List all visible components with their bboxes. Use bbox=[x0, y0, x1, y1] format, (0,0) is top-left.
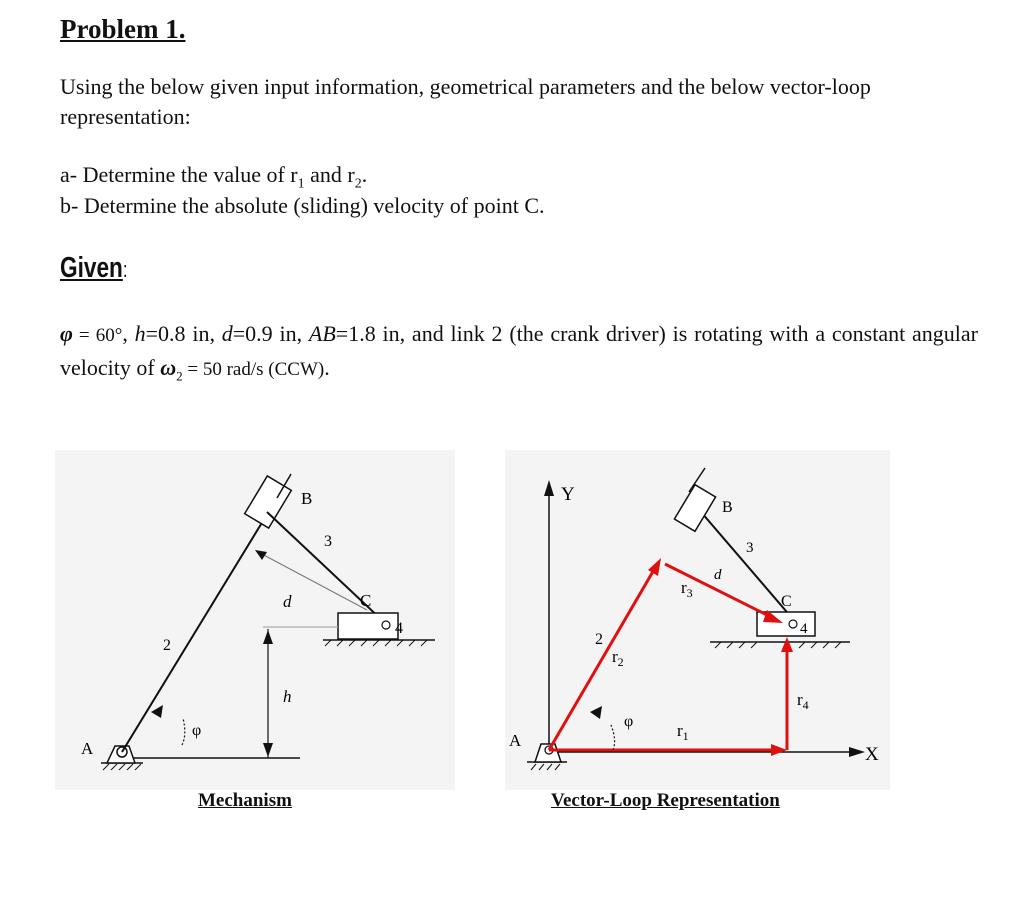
vl-label-phi: φ bbox=[624, 713, 634, 730]
phi-value: = 60° bbox=[72, 325, 123, 346]
mech-label-phi: φ bbox=[192, 722, 202, 739]
params-end: . bbox=[324, 355, 330, 380]
given-parameters: φ = 60°, h=0.8 in, d=0.9 in, AB=1.8 in, and link 2 (the crank driver) is rotating with a constant angular velocity of $\omega_2 = 50$ rad/s (CCW). bbox=[60, 321, 978, 384]
mech-label-3: 3 bbox=[324, 533, 332, 550]
vl-r1-letter: r bbox=[677, 721, 683, 740]
omega-value: = 50 rad/s (CCW) bbox=[182, 359, 325, 380]
mech-label-a: A bbox=[81, 739, 94, 758]
h-value: =0.8 in, bbox=[145, 321, 222, 346]
intro-text: Using the below given input information, geometrical parameters and the below vector-loop representation: bbox=[60, 74, 871, 129]
vector-loop-caption: Vector-Loop Representation bbox=[551, 790, 780, 811]
task-a-end: . bbox=[361, 162, 368, 187]
task-a-text: a- Determine the value of r bbox=[60, 162, 298, 187]
mech-label-2: 2 bbox=[163, 637, 171, 654]
task-a-sub2: 2 bbox=[354, 176, 362, 192]
mech-label-d: d bbox=[283, 592, 292, 611]
phi-symbol: φ bbox=[60, 321, 73, 346]
vl-r3-sub: 3 bbox=[686, 586, 693, 600]
problem-title: Problem 1. bbox=[60, 14, 186, 44]
mechanism-figure bbox=[55, 450, 455, 790]
vl-label-d: d bbox=[714, 567, 722, 583]
h-label: h bbox=[134, 321, 146, 346]
omega-sub: 2 bbox=[176, 368, 183, 384]
mech-label-c: C bbox=[360, 591, 372, 610]
task-a-mid: and r bbox=[304, 162, 355, 187]
vl-label-4: 4 bbox=[800, 621, 808, 637]
vl-label-c: C bbox=[781, 593, 792, 610]
ab-value: =1.8 in, and link 2 (the crank driver) is rotating with a constant angular velocity of bbox=[60, 321, 978, 380]
task-a bbox=[60, 162, 367, 192]
ab-label: AB bbox=[308, 321, 336, 346]
d-label: d bbox=[221, 321, 233, 346]
mechanism-caption: Mechanism bbox=[198, 790, 292, 811]
vl-label-a: A bbox=[509, 731, 522, 750]
vl-r2-letter: r bbox=[612, 647, 618, 666]
vl-r2-sub: 2 bbox=[617, 655, 624, 669]
mech-label-h: h bbox=[283, 687, 292, 706]
vl-label-2: 2 bbox=[595, 631, 603, 648]
vl-r3-letter: r bbox=[681, 578, 687, 597]
task-a-sub1: 1 bbox=[297, 176, 305, 192]
given-heading bbox=[60, 252, 128, 285]
vl-label-3: 3 bbox=[746, 540, 754, 556]
task-b: b- Determine the absolute (sliding) velocity of point C. bbox=[60, 193, 545, 218]
vl-r4-letter: r bbox=[797, 690, 803, 709]
vector-loop-figure bbox=[505, 450, 890, 790]
given-label: Given bbox=[60, 252, 123, 284]
vl-label-x: X bbox=[865, 744, 879, 765]
mech-label-4: 4 bbox=[395, 620, 403, 637]
omega-symbol: ω bbox=[160, 355, 177, 380]
vl-r4-sub: 4 bbox=[802, 698, 809, 712]
d-value: =0.9 in, bbox=[232, 321, 309, 346]
given-colon: : bbox=[122, 257, 128, 282]
vl-label-y: Y bbox=[561, 484, 575, 505]
mech-label-b: B bbox=[301, 489, 313, 508]
vl-label-b: B bbox=[722, 499, 733, 516]
vl-r1-sub: 1 bbox=[682, 729, 689, 743]
